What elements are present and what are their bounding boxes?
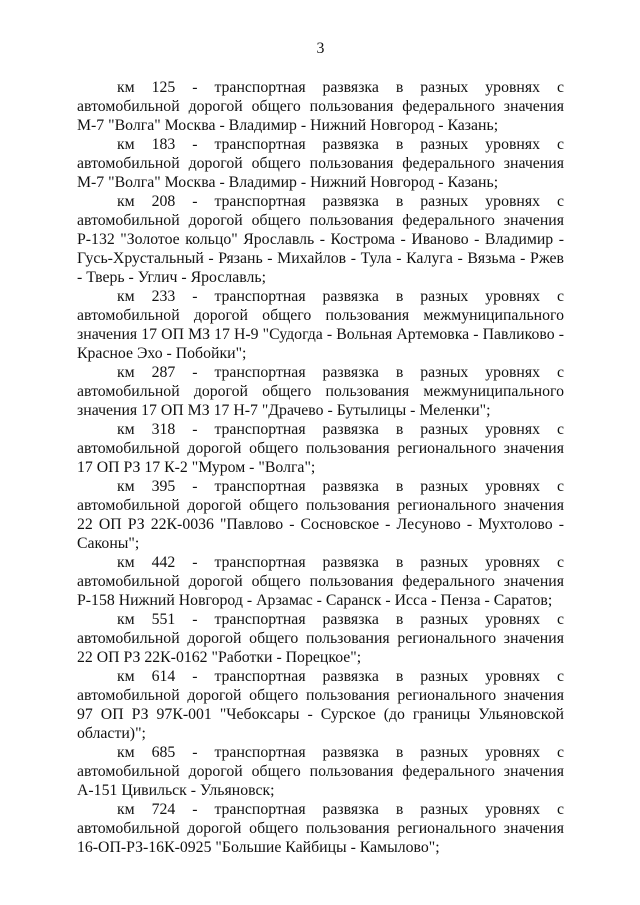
list-item: [77, 743, 564, 800]
list-item-text: км 287 - транспортная развязка в разных уровнях с автомобильной дорогой общего пользования межмуниципального значения 17 ОП МЗ 17 Н-7 "Драчево - Бутылицы - Меленки";: [77, 364, 564, 419]
list-item: [77, 553, 564, 610]
list-item-text: км 125 - транспортная развязка в разных уровнях с автомобильной дорогой общего пользования федерального значения М-7 "Волга" Москва - Владимир - Нижний Новгород - Казань;: [77, 79, 564, 134]
list-item: [77, 477, 564, 553]
list-item: [77, 363, 564, 420]
list-item: [77, 800, 564, 857]
list-item-text: км 614 - транспортная развязка в разных уровнях с автомобильной дорогой общего пользования регионального значения 97 ОП РЗ 97К-001 "Чебоксары - Сурское (до границы Ульяновской области)";: [77, 668, 564, 742]
list-item: [77, 610, 564, 667]
list-item: [77, 420, 564, 477]
list-item-text: км 442 - транспортная развязка в разных уровнях с автомобильной дорогой общего пользования федерального значения Р-158 Нижний Новгород - Арзамас - Саранск - Исса - Пенза - Саратов;: [77, 554, 564, 609]
list-item: [77, 192, 564, 287]
list-item-text: км 551 - транспортная развязка в разных уровнях с автомобильной дорогой общего пользования регионального значения 22 ОП РЗ 22К-0162 "Работки - Порецкое";: [77, 611, 564, 666]
list-item: [77, 667, 564, 743]
list-item-text: км 685 - транспортная развязка в разных уровнях с автомобильной дорогой общего пользования федерального значения А-151 Цивильск - Ульяновск;: [77, 744, 564, 799]
interchange-list: [77, 78, 564, 857]
list-item-text: км 208 - транспортная развязка в разных уровнях с автомобильной дорогой общего пользования федерального значения Р-132 "Золотое кольцо" Ярославль - Кострома - Иваново - Владимир - Гусь-Хрустальный - Рязань - Михайлов - Тула - Калуга - Вязьма - Ржев - Тверь - Углич - Ярославль;: [77, 193, 564, 286]
list-item-text: км 318 - транспортная развязка в разных уровнях с автомобильной дорогой общего пользования регионального значения 17 ОП РЗ 17 К-2 "Муром - "Волга";: [77, 421, 564, 476]
list-item: [77, 78, 564, 135]
list-item: [77, 135, 564, 192]
list-item-text: км 233 - транспортная развязка в разных уровнях с автомобильной дорогой общего пользования межмуниципального значения 17 ОП МЗ 17 Н-9 "Судогда - Вольная Артемовка - Павликово - Красное Эхо - Побойки";: [77, 288, 564, 362]
list-item: [77, 287, 564, 363]
list-item-text: км 724 - транспортная развязка в разных уровнях с автомобильной дорогой общего пользования регионального значения 16-ОП-РЗ-16К-0925 "Большие Кайбицы - Камылово";: [77, 801, 564, 856]
list-item-text: км 395 - транспортная развязка в разных уровнях с автомобильной дорогой общего пользования регионального значения 22 ОП РЗ 22К-0036 "Павлово - Сосновское - Лесуново - Мухтолово - Саконы";: [77, 478, 564, 552]
list-item-text: км 183 - транспортная развязка в разных уровнях с автомобильной дорогой общего пользования федерального значения М-7 "Волга" Москва - Владимир - Нижний Новгород - Казань;: [77, 136, 564, 191]
page-number: 3: [316, 40, 325, 57]
